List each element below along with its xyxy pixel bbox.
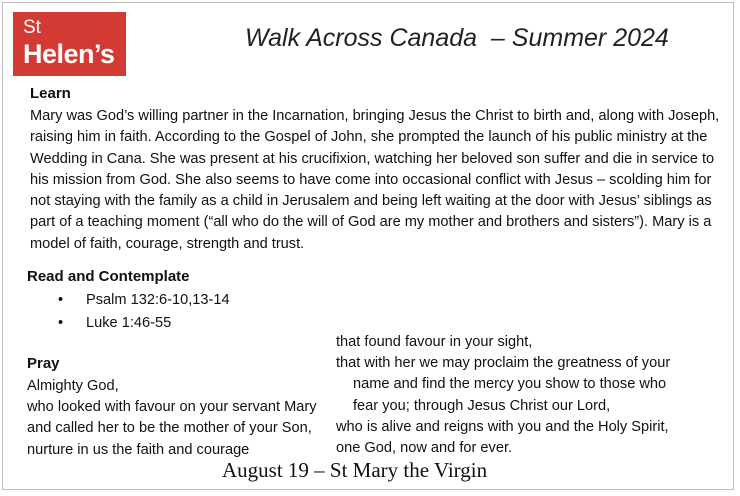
prayer-line: who looked with favour on your servant Mary — [27, 399, 317, 416]
reading-text: Luke 1:46-55 — [86, 315, 172, 331]
prayer-line: that found favour in your sight, — [336, 334, 533, 350]
prayer-line: that with her we may proclaim the greatness of your — [336, 355, 671, 372]
prayer-line: and called her to be the mother of your Son, — [27, 420, 312, 437]
feast-day-footer: August 19 – St Mary the Virgin — [222, 458, 488, 482]
prayer-line: name and find the mercy you show to those who — [353, 376, 667, 393]
prayer-right-column — [336, 332, 670, 459]
learn-heading: Learn — [30, 85, 71, 102]
st-helens-logo — [13, 12, 126, 76]
prayer-line: fear you; through Jesus Christ our Lord, — [353, 397, 611, 414]
prayer-line: Almighty God, — [27, 378, 119, 394]
bullet-icon: • — [58, 315, 64, 331]
logo-line-st: St — [23, 17, 41, 38]
learn-paragraph: Mary was God’s willing partner in the Incarnation, bringing Jesus the Christ to birth and, along with Joseph, raising him in faith. According to the Gospel of John, she prompted the launch of his public ministry at the Wedding in Cana. She was present at his crucifixion, watching her beloved son suffer and die in service to his mission from God. She also seems to have come into occasional conflict with Jesus – scolding him for not staying with the family as a child in Jerusalem and being left waiting at the door with Jesus’ siblings as part of a teaching moment (“all who do the will of God are my mother and brothers and sisters”). Mary is a model of faith, courage, strength and trust. — [30, 108, 720, 252]
page-title: Walk Across Canada – Summer 2024 — [245, 24, 669, 52]
reading-text: Psalm 132:6-10,13-14 — [86, 292, 230, 308]
bullet-icon: • — [58, 292, 64, 308]
devotional-card — [2, 2, 734, 490]
logo-line-helens: Helen’s — [23, 39, 115, 69]
prayer-line: who is alive and reigns with you and the Holy Spirit, — [336, 418, 669, 435]
read-heading: Read and Contemplate — [27, 268, 190, 285]
prayer-line: one God, now and for ever. — [336, 440, 513, 457]
prayer-line: nurture in us the faith and courage — [27, 441, 250, 458]
prayer-left-column — [27, 376, 317, 461]
pray-heading: Pray — [27, 355, 60, 372]
